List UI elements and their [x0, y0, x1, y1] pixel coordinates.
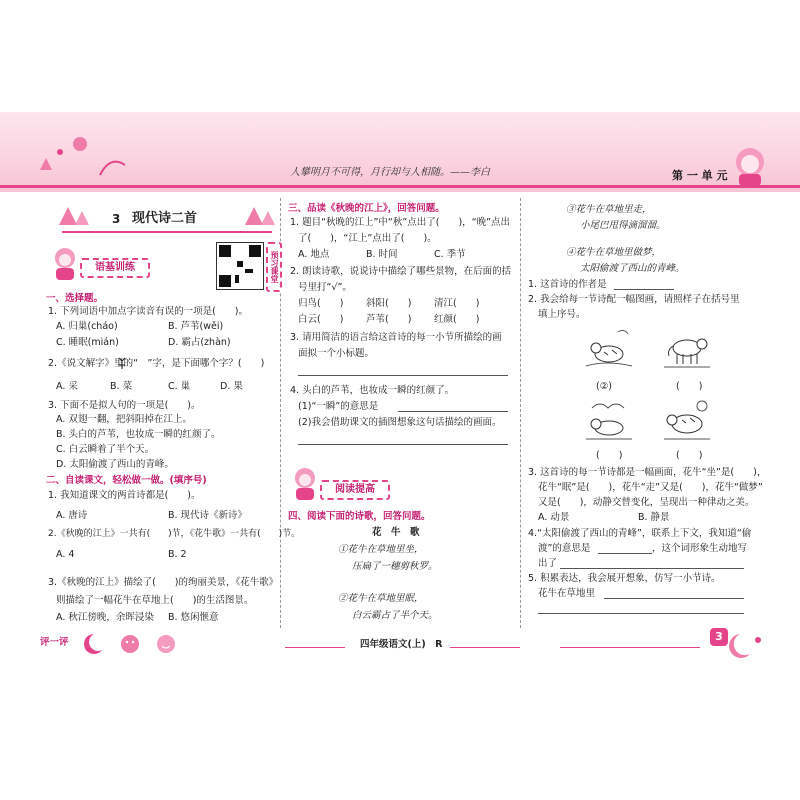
footer-rule	[450, 647, 520, 648]
question-text: 1. 这首诗的作者是	[528, 279, 607, 290]
option-b: B. 2	[168, 549, 187, 560]
option-a: A. 唐诗	[56, 510, 88, 521]
answer-line[interactable]	[398, 411, 508, 412]
header-divider	[0, 185, 800, 188]
option-a: A. 地点	[298, 249, 330, 260]
question-text: 2. 朗读诗歌，说说诗中描绘了哪些景物，在后面的括	[290, 266, 512, 277]
question-text: 3.《秋晚的江上》描绘了( )的绚丽美景，《花牛歌》	[48, 577, 279, 588]
cow-sitting-illustration	[582, 326, 636, 370]
picture-answer[interactable]: (②)	[596, 381, 612, 392]
question-text: ，这个词形象生动地写	[652, 543, 748, 554]
question-text: 5. 积累表达，我会展开想象，仿写一小节诗。	[528, 573, 721, 584]
answer-line[interactable]	[560, 568, 744, 569]
poem-line: ②花牛在草地里眠，	[338, 593, 424, 604]
section-title: 二、自读课文，轻松做一做。(填序号)	[46, 475, 207, 486]
answer-line[interactable]	[604, 598, 744, 599]
question-text: 1. 题目“秋晚的江上”中“秋”点出了( )，“晚”点出	[290, 217, 511, 228]
option-a: A. 归巢(cháo)	[56, 321, 118, 332]
decoration-icon	[20, 130, 140, 185]
poem-line: 压扁了一穗剪秋罗。	[352, 561, 438, 572]
poem-line: 白云霸占了半个天。	[352, 610, 438, 621]
option-c: C. 巢	[168, 381, 191, 392]
option-a: A. 动景	[538, 512, 570, 523]
option-a: A. 秋江傍晚，余晖浸染	[56, 612, 154, 623]
lesson-title-bar	[62, 205, 272, 233]
option-a: A. 4	[56, 549, 75, 560]
checkbox-item[interactable]: 红颜( )	[434, 314, 480, 325]
question-text: 面拟一个小标题。	[298, 348, 375, 359]
girl-mascot-icon	[290, 466, 320, 502]
question-text: 4. 头白的芦苇，也妆成一瞬的红颜了。	[290, 385, 455, 396]
option-d: D. 霸占(zhàn)	[168, 337, 231, 348]
picture-answer[interactable]: ( )	[676, 381, 703, 392]
option-c: C. 季节	[434, 249, 466, 260]
question-text: 又是( )，动静交替变化，呈现出一种律动之美。	[538, 497, 755, 508]
section-badge: 语基训练	[80, 258, 150, 278]
option-d: D. 太阳偷渡了西山的青峰。	[56, 459, 174, 470]
question-text: 出了	[538, 558, 558, 569]
question-text: 4.“太阳偷渡了西山的青峰”，联系上下文，我知道“偷	[528, 528, 752, 539]
option-b: B. 芦苇(wěi)	[168, 321, 224, 332]
poem-line: 太阳偷渡了西山的青峰。	[580, 263, 685, 274]
question-text: (2)我会借助课文的插图想象这句话描绘的画面。	[298, 417, 502, 428]
answer-line[interactable]	[298, 375, 508, 376]
question-text: 2.《说文解字》里的“ ”字，是下面哪个字？( )	[48, 358, 265, 369]
lesson-number: 3	[112, 212, 121, 226]
cow-lying-illustration	[660, 398, 714, 442]
option-a: A. 双翅一翻，把斜阳掉在江上。	[56, 414, 192, 425]
unit-label: 第 一 单 元	[672, 169, 728, 182]
rating-faces-icon[interactable]	[80, 628, 190, 660]
lesson-title: 现代诗二首	[132, 211, 198, 226]
tree-icon	[56, 203, 96, 233]
question-text: 2. 我会给每一节诗配一幅图画，请照样子在括号里	[528, 294, 740, 305]
cow-walking-illustration	[660, 326, 714, 370]
poem-line: ④花牛在草地里做梦，	[566, 247, 662, 258]
poem-line: ③花牛在草地里走，	[566, 204, 652, 215]
option-a: A. 采	[56, 381, 78, 392]
tree-icon	[240, 203, 280, 233]
checkbox-item[interactable]: 斜阳( )	[366, 298, 412, 309]
section-badge: 阅读提高	[320, 480, 390, 500]
section-title: 一、选择题。	[46, 293, 104, 304]
preview-tag: 预习课堂	[266, 242, 282, 292]
checkbox-item[interactable]: 芦苇( )	[366, 314, 412, 325]
checkbox-item[interactable]: 白云( )	[298, 314, 344, 325]
footer-book-title: 四年级语文(上) R	[360, 639, 443, 650]
poem-title: 花 牛 歌	[372, 527, 420, 538]
section-title: 三、品读《秋晚的江上》，回答问题。	[288, 203, 445, 214]
question-text: 花牛在草地里	[538, 588, 596, 599]
answer-line[interactable]	[598, 553, 652, 554]
question-text: 3. 下面不是拟人句的一项是( )。	[48, 400, 201, 411]
section-title: 四、阅读下面的诗歌，回答问题。	[288, 511, 431, 522]
option-b: B. 头白的芦苇，也妆成一瞬的红颜了。	[56, 429, 221, 440]
column-divider	[520, 198, 521, 628]
picture-answer[interactable]: ( )	[676, 450, 703, 461]
question-text: 花牛“眠”是( )，花牛“走”又是( )，花牛“做梦”	[538, 482, 763, 493]
option-b: B. 静景	[638, 512, 670, 523]
question-text: 3. 这首诗的每一节诗都是一幅画面，花牛“坐”是( )，	[528, 467, 767, 478]
checkbox-item[interactable]: 归鸟( )	[298, 298, 344, 309]
answer-line[interactable]	[614, 289, 674, 290]
girl-mascot-icon	[725, 140, 775, 190]
question-text: 渡”的意思是	[538, 543, 591, 554]
question-text: 了( )，“江上”点出了( )。	[298, 233, 437, 244]
answer-line[interactable]	[538, 613, 744, 614]
question-text: 则描绘了一幅花牛在草地上( )的生活图景。	[56, 595, 254, 606]
footer-rating-label: 评一评	[40, 637, 69, 648]
option-b: B. 菜	[110, 381, 133, 392]
question-text: 号里打“√”。	[298, 282, 352, 293]
question-text: 填上序号。	[538, 309, 586, 320]
answer-line[interactable]	[298, 444, 508, 445]
question-text: 1. 下列词语中加点字读音有误的一项是( )。	[48, 306, 248, 317]
cow-dreaming-illustration	[582, 398, 636, 442]
option-b: B. 现代诗《新诗》	[168, 510, 248, 521]
question-text: 2.《秋晚的江上》一共有( )节，《花牛歌》一共有( )节。	[48, 529, 301, 539]
footer-rule	[560, 647, 700, 648]
question-text: 1. 我知道课文的两首诗都是( )。	[48, 490, 201, 501]
header-quote: 人攀明月不可得，月行却与人相随。——李白	[290, 167, 490, 178]
poem-line: ①花牛在草地里坐，	[338, 544, 424, 555]
ancient-character-icon	[117, 355, 127, 371]
option-b: B. 悠闲惬意	[168, 612, 219, 623]
picture-answer[interactable]: ( )	[596, 450, 623, 461]
girl-mascot-icon	[50, 246, 80, 282]
option-c: C. 睡眠(mián)	[56, 337, 119, 348]
option-c: C. 白云瞬着了半个天。	[56, 444, 155, 455]
poem-line: 小尾巴甩得滴溜溜。	[580, 220, 666, 231]
option-d: D. 果	[220, 381, 243, 392]
page-number: 3	[710, 628, 728, 646]
qr-code[interactable]	[216, 242, 264, 290]
question-text: (1)“一瞬”的意思是	[298, 401, 379, 412]
question-text: 3. 请用简洁的语言给这首诗的每一小节所描绘的画	[290, 332, 502, 343]
footer-rule	[285, 647, 345, 648]
option-b: B. 时间	[366, 249, 398, 260]
checkbox-item[interactable]: 清江( )	[434, 298, 480, 309]
moon-decoration-icon	[728, 630, 768, 660]
